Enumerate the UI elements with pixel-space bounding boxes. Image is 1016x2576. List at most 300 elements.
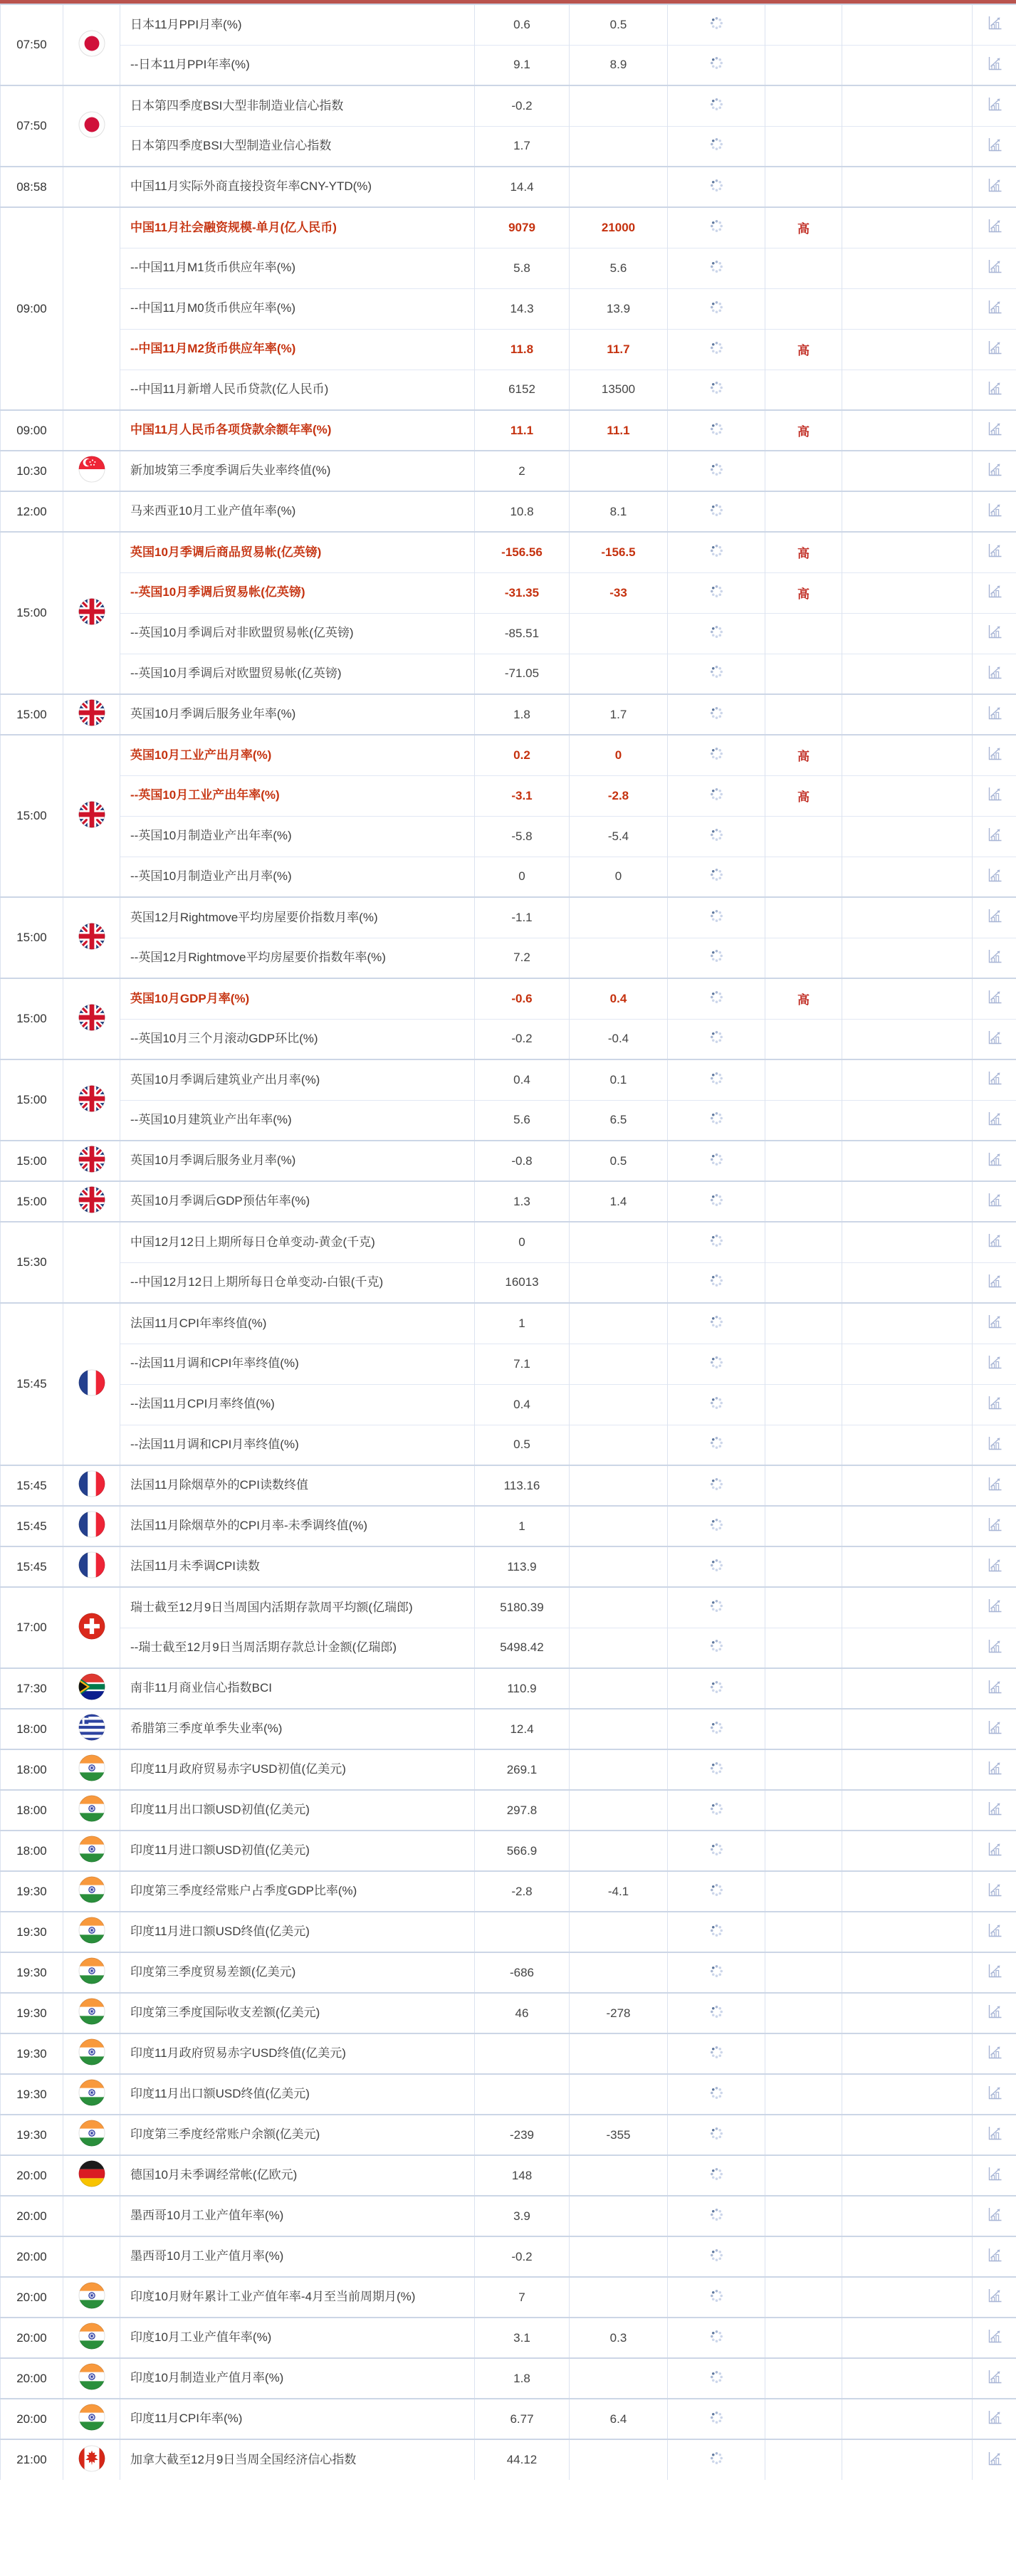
time-cell: 15:45 — [1, 1465, 63, 1506]
event-row — [1, 2277, 1016, 2318]
event-name: --英国10月制造业产出年率(%) — [120, 816, 475, 857]
importance-badge — [765, 1993, 842, 2033]
chart-icon[interactable] — [986, 1841, 1003, 1858]
refresh-cell — [668, 897, 765, 938]
revised-cell — [842, 167, 973, 207]
importance-badge — [765, 1831, 842, 1871]
refresh-cell — [668, 1831, 765, 1871]
refresh-cell — [668, 1262, 765, 1303]
forecast-value: -156.5 — [570, 532, 668, 572]
revised-cell — [842, 2236, 973, 2277]
event-name: --英国12月Rightmove平均房屋要价指数年率(%) — [120, 938, 475, 978]
chart-icon[interactable] — [986, 2368, 1003, 2385]
forecast-value: -2.8 — [570, 775, 668, 816]
revised-cell — [842, 1831, 973, 1871]
importance-badge — [765, 2236, 842, 2277]
actual-value: -0.2 — [475, 85, 570, 126]
forecast-value — [570, 167, 668, 207]
revised-cell — [842, 1546, 973, 1587]
chart-icon[interactable] — [986, 664, 1003, 681]
chart-icon[interactable] — [986, 542, 1003, 559]
chart-icon[interactable] — [986, 1069, 1003, 1087]
event-name: 英国10月季调后商品贸易帐(亿英镑) — [120, 532, 475, 572]
chart-icon[interactable] — [986, 420, 1003, 437]
chart-cell — [973, 1141, 1016, 1181]
event-row — [1, 654, 1016, 694]
event-row — [1, 126, 1016, 167]
importance-badge — [765, 2277, 842, 2318]
forecast-value — [570, 2358, 668, 2399]
chart-icon[interactable] — [986, 826, 1003, 843]
actual-value: 46 — [475, 1993, 570, 2033]
refresh-cell — [668, 126, 765, 167]
time-cell: 10:30 — [1, 451, 63, 491]
importance-badge — [765, 2358, 842, 2399]
chart-icon[interactable] — [986, 1394, 1003, 1411]
event-name: 印度第三季度经常账户余额(亿美元) — [120, 2115, 475, 2155]
loading-spinner-icon — [709, 1396, 724, 1410]
revised-cell — [842, 2439, 973, 2480]
chart-icon[interactable] — [986, 1597, 1003, 1614]
loading-spinner-icon — [709, 1801, 724, 1816]
forecast-value: -0.4 — [570, 1019, 668, 1059]
importance-badge — [765, 1425, 842, 1465]
forecast-value — [570, 1709, 668, 1749]
refresh-cell — [668, 694, 765, 735]
chart-cell — [973, 1993, 1016, 2033]
chart-icon[interactable] — [986, 2287, 1003, 2304]
chart-icon[interactable] — [986, 1962, 1003, 1979]
chart-icon[interactable] — [986, 623, 1003, 640]
chart-icon[interactable] — [986, 1313, 1003, 1330]
chart-icon[interactable] — [986, 866, 1003, 884]
actual-value: 12.4 — [475, 1709, 570, 1749]
chart-icon[interactable] — [986, 2206, 1003, 2223]
forecast-value: 0.5 — [570, 4, 668, 45]
time-cell: 20:00 — [1, 2358, 63, 2399]
refresh-cell — [668, 816, 765, 857]
chart-icon[interactable] — [986, 177, 1003, 194]
chart-icon[interactable] — [986, 1354, 1003, 1371]
event-row — [1, 2318, 1016, 2358]
flag-cell — [63, 2236, 120, 2277]
chart-cell — [973, 897, 1016, 938]
chart-cell — [973, 248, 1016, 288]
revised-cell — [842, 1993, 973, 2033]
revised-cell — [842, 1790, 973, 1831]
forecast-value: 13500 — [570, 370, 668, 410]
event-row — [1, 1222, 1016, 1262]
chart-icon[interactable] — [986, 582, 1003, 600]
loading-spinner-icon — [709, 1517, 724, 1532]
event-row — [1, 816, 1016, 857]
in-flag-icon — [78, 1917, 105, 1944]
revised-cell — [842, 654, 973, 694]
time-cell: 18:00 — [1, 1790, 63, 1831]
revised-cell — [842, 1628, 973, 1668]
chart-icon[interactable] — [986, 217, 1003, 234]
time-cell: 19:30 — [1, 2033, 63, 2074]
chart-icon[interactable] — [986, 1922, 1003, 1939]
loading-spinner-icon — [709, 2167, 724, 2182]
chart-icon[interactable] — [986, 704, 1003, 721]
chart-icon[interactable] — [986, 1151, 1003, 1168]
flag-cell — [63, 1668, 120, 1709]
chart-icon[interactable] — [986, 1475, 1003, 1492]
event-row — [1, 2074, 1016, 2115]
event-name: 印度11月出口额USD终值(亿美元) — [120, 2074, 475, 2115]
forecast-value — [570, 1546, 668, 1587]
forecast-value: 0.4 — [570, 978, 668, 1019]
gb-flag-icon — [78, 1085, 105, 1112]
event-row — [1, 572, 1016, 613]
refresh-cell — [668, 1425, 765, 1465]
flag-cell — [63, 4, 120, 85]
event-row — [1, 1384, 1016, 1425]
importance-badge — [765, 1181, 842, 1222]
chart-cell — [973, 1546, 1016, 1587]
importance-badge — [765, 1059, 842, 1100]
event-name: 印度11月政府贸易赤字USD初值(亿美元) — [120, 1749, 475, 1790]
event-row — [1, 1993, 1016, 2033]
time-cell: 20:00 — [1, 2155, 63, 2196]
actual-value: 566.9 — [475, 1831, 570, 1871]
event-row — [1, 694, 1016, 735]
chart-cell — [973, 2439, 1016, 2480]
event-row — [1, 1871, 1016, 1912]
chart-icon[interactable] — [986, 1435, 1003, 1452]
actual-value: 1.7 — [475, 126, 570, 167]
forecast-value — [570, 2074, 668, 2115]
event-name: 中国11月实际外商直接投资年率CNY-YTD(%) — [120, 167, 475, 207]
importance-badge — [765, 1749, 842, 1790]
event-row — [1, 2439, 1016, 2480]
chart-cell — [973, 2074, 1016, 2115]
revised-cell — [842, 1262, 973, 1303]
revised-cell — [842, 2196, 973, 2236]
time-cell: 20:00 — [1, 2277, 63, 2318]
actual-value: 2 — [475, 451, 570, 491]
chart-cell — [973, 775, 1016, 816]
importance-badge — [765, 1587, 842, 1628]
event-row — [1, 1425, 1016, 1465]
event-name: 日本第四季度BSI大型制造业信心指数 — [120, 126, 475, 167]
loading-spinner-icon — [709, 137, 724, 152]
chart-icon[interactable] — [986, 2043, 1003, 2061]
importance-badge — [765, 897, 842, 938]
refresh-cell — [668, 857, 765, 897]
chart-cell — [973, 1384, 1016, 1425]
chart-icon[interactable] — [986, 95, 1003, 112]
refresh-cell — [668, 2399, 765, 2439]
event-name: 印度第三季度经常账户占季度GDP比率(%) — [120, 1871, 475, 1912]
importance-badge — [765, 1628, 842, 1668]
forecast-value: 0.3 — [570, 2318, 668, 2358]
event-name: --英国10月季调后对欧盟贸易帐(亿英镑) — [120, 654, 475, 694]
revised-cell — [842, 2115, 973, 2155]
chart-icon[interactable] — [986, 379, 1003, 397]
event-name: 法国11月除烟草外的CPI读数终值 — [120, 1465, 475, 1506]
time-cell: 09:00 — [1, 410, 63, 451]
event-name: 英国10月季调后服务业月率(%) — [120, 1141, 475, 1181]
loading-spinner-icon — [709, 422, 724, 436]
event-row — [1, 491, 1016, 532]
loading-spinner-icon — [709, 867, 724, 882]
flag-cell — [63, 1871, 120, 1912]
time-cell: 09:00 — [1, 207, 63, 410]
chart-icon[interactable] — [986, 1516, 1003, 1533]
time-cell: 07:50 — [1, 4, 63, 85]
chart-icon[interactable] — [986, 1191, 1003, 1208]
flag-cell — [63, 2399, 120, 2439]
forecast-value: 8.1 — [570, 491, 668, 532]
refresh-cell — [668, 248, 765, 288]
forecast-value: -33 — [570, 572, 668, 613]
chart-icon[interactable] — [986, 948, 1003, 965]
chart-icon[interactable] — [986, 2450, 1003, 2467]
event-row — [1, 410, 1016, 451]
importance-badge — [765, 857, 842, 897]
loading-spinner-icon — [709, 219, 724, 234]
gb-flag-icon — [78, 1146, 105, 1173]
chart-icon[interactable] — [986, 1638, 1003, 1655]
importance-badge — [765, 694, 842, 735]
flag-cell — [63, 1912, 120, 1952]
importance-badge — [765, 248, 842, 288]
event-name: --法国11月调和CPI年率终值(%) — [120, 1344, 475, 1384]
de-flag-icon — [78, 2160, 105, 2187]
event-name: --中国11月M1货币供应年率(%) — [120, 248, 475, 288]
event-row — [1, 248, 1016, 288]
revised-cell — [842, 1100, 973, 1141]
forecast-value: 6.4 — [570, 2399, 668, 2439]
chart-icon[interactable] — [986, 785, 1003, 802]
event-row — [1, 1628, 1016, 1668]
event-name: 马来西亚10月工业产值年率(%) — [120, 491, 475, 532]
chart-icon[interactable] — [986, 14, 1003, 31]
economic-calendar-table — [0, 4, 1016, 2480]
chart-icon[interactable] — [986, 745, 1003, 762]
time-cell: 20:00 — [1, 2236, 63, 2277]
revised-cell — [842, 532, 973, 572]
chart-icon[interactable] — [986, 136, 1003, 153]
flag-cell — [63, 1993, 120, 2033]
event-row — [1, 2196, 1016, 2236]
chart-icon[interactable] — [986, 1272, 1003, 1289]
actual-value: -71.05 — [475, 654, 570, 694]
forecast-value: 21000 — [570, 207, 668, 248]
actual-value: 297.8 — [475, 1790, 570, 1831]
loading-spinner-icon — [709, 16, 724, 31]
chart-icon[interactable] — [986, 2409, 1003, 2426]
actual-value: 1 — [475, 1506, 570, 1546]
gb-flag-icon — [78, 1004, 105, 1031]
chart-icon[interactable] — [986, 2246, 1003, 2263]
forecast-value: 1.4 — [570, 1181, 668, 1222]
revised-cell — [842, 207, 973, 248]
chart-cell — [973, 126, 1016, 167]
chart-cell — [973, 1871, 1016, 1912]
chart-icon[interactable] — [986, 1800, 1003, 1817]
refresh-cell — [668, 1749, 765, 1790]
loading-spinner-icon — [709, 178, 724, 193]
importance-badge — [765, 816, 842, 857]
time-cell: 19:30 — [1, 1952, 63, 1993]
chart-cell — [973, 694, 1016, 735]
chart-icon[interactable] — [986, 1110, 1003, 1127]
chart-icon[interactable] — [986, 2003, 1003, 2020]
actual-value: 0.5 — [475, 1425, 570, 1465]
flag-cell — [63, 2358, 120, 2399]
revised-cell — [842, 1059, 973, 1100]
event-name: 新加坡第三季度季调后失业率终值(%) — [120, 451, 475, 491]
importance-badge — [765, 1344, 842, 1384]
actual-value: -239 — [475, 2115, 570, 2155]
event-row — [1, 207, 1016, 248]
revised-cell — [842, 1952, 973, 1993]
importance-badge: 高 — [765, 329, 842, 370]
actual-value: -156.56 — [475, 532, 570, 572]
chart-icon[interactable] — [986, 988, 1003, 1005]
actual-value: 7 — [475, 2277, 570, 2318]
chart-cell — [973, 532, 1016, 572]
revised-cell — [842, 897, 973, 938]
revised-cell — [842, 410, 973, 451]
chart-cell — [973, 938, 1016, 978]
chart-icon[interactable] — [986, 1759, 1003, 1776]
chart-icon[interactable] — [986, 1678, 1003, 1695]
actual-value: -85.51 — [475, 613, 570, 654]
event-name: --中国12月12日上期所每日仓单变动-白银(千克) — [120, 1262, 475, 1303]
refresh-cell — [668, 410, 765, 451]
flag-cell — [63, 1546, 120, 1587]
chart-cell — [973, 1425, 1016, 1465]
revised-cell — [842, 938, 973, 978]
chart-icon[interactable] — [986, 501, 1003, 518]
event-name: 英国10月季调后服务业年率(%) — [120, 694, 475, 735]
chart-icon[interactable] — [986, 1556, 1003, 1574]
refresh-cell — [668, 2358, 765, 2399]
actual-value: 0 — [475, 1222, 570, 1262]
in-flag-icon — [78, 1795, 105, 1822]
loading-spinner-icon — [709, 97, 724, 112]
actual-value: 14.4 — [475, 167, 570, 207]
flag-cell — [63, 694, 120, 735]
chart-icon[interactable] — [986, 55, 1003, 72]
loading-spinner-icon — [709, 1842, 724, 1857]
chart-icon[interactable] — [986, 1881, 1003, 1898]
forecast-value: -4.1 — [570, 1871, 668, 1912]
actual-value: -0.8 — [475, 1141, 570, 1181]
loading-spinner-icon — [709, 2288, 724, 2303]
actual-value: 7.1 — [475, 1344, 570, 1384]
event-name: 印度11月政府贸易赤字USD终值(亿美元) — [120, 2033, 475, 2074]
importance-badge — [765, 613, 842, 654]
in-flag-icon — [78, 1876, 105, 1903]
loading-spinner-icon — [709, 1477, 724, 1492]
event-row — [1, 329, 1016, 370]
revised-cell — [842, 1465, 973, 1506]
chart-icon[interactable] — [986, 1029, 1003, 1046]
event-name: 印度11月进口额USD终值(亿美元) — [120, 1912, 475, 1952]
event-name: 印度11月出口额USD初值(亿美元) — [120, 1790, 475, 1831]
event-row — [1, 1344, 1016, 1384]
time-cell: 18:00 — [1, 1709, 63, 1749]
chart-icon[interactable] — [986, 2165, 1003, 2182]
importance-badge — [765, 370, 842, 410]
loading-spinner-icon — [709, 1314, 724, 1329]
actual-value: -1.1 — [475, 897, 570, 938]
event-name: 印度10月财年累计工业产值年率-4月至当前周期月(%) — [120, 2277, 475, 2318]
time-cell: 15:00 — [1, 532, 63, 694]
importance-badge — [765, 1100, 842, 1141]
event-row — [1, 1790, 1016, 1831]
sg-flag-icon — [78, 456, 105, 483]
chart-icon[interactable] — [986, 339, 1003, 356]
loading-spinner-icon — [709, 664, 724, 679]
importance-badge — [765, 1141, 842, 1181]
event-name: --法国11月调和CPI月率终值(%) — [120, 1425, 475, 1465]
actual-value: 10.8 — [475, 491, 570, 532]
forecast-value — [570, 2236, 668, 2277]
revised-cell — [842, 572, 973, 613]
chart-icon[interactable] — [986, 2084, 1003, 2101]
chart-icon[interactable] — [986, 258, 1003, 275]
chart-icon[interactable] — [986, 907, 1003, 924]
chart-icon[interactable] — [986, 461, 1003, 478]
gb-flag-icon — [78, 699, 105, 726]
chart-icon[interactable] — [986, 298, 1003, 315]
in-flag-icon — [78, 2404, 105, 2431]
gb-flag-icon — [78, 923, 105, 950]
forecast-value: -278 — [570, 1993, 668, 2033]
flag-cell — [63, 2074, 120, 2115]
event-row — [1, 2236, 1016, 2277]
revised-cell — [842, 288, 973, 329]
event-name: 法国11月CPI年率终值(%) — [120, 1303, 475, 1344]
refresh-cell — [668, 735, 765, 775]
chart-icon[interactable] — [986, 2328, 1003, 2345]
time-cell: 19:30 — [1, 2074, 63, 2115]
importance-badge — [765, 1222, 842, 1262]
event-name: 瑞士截至12月9日当周国内活期存款周平均额(亿瑞郎) — [120, 1587, 475, 1628]
forecast-value — [570, 938, 668, 978]
chart-cell — [973, 2277, 1016, 2318]
chart-icon[interactable] — [986, 1232, 1003, 1249]
time-cell: 15:45 — [1, 1506, 63, 1546]
actual-value: 0.4 — [475, 1384, 570, 1425]
revised-cell — [842, 4, 973, 45]
chart-icon[interactable] — [986, 2125, 1003, 2142]
actual-value: 0.4 — [475, 1059, 570, 1100]
loading-spinner-icon — [709, 2329, 724, 2344]
event-row — [1, 288, 1016, 329]
importance-badge — [765, 451, 842, 491]
refresh-cell — [668, 1141, 765, 1181]
time-cell: 07:50 — [1, 85, 63, 167]
refresh-cell — [668, 1506, 765, 1546]
chart-cell — [973, 2399, 1016, 2439]
importance-badge — [765, 654, 842, 694]
actual-value: 14.3 — [475, 288, 570, 329]
importance-badge — [765, 938, 842, 978]
flag-cell — [63, 897, 120, 978]
actual-value: 9.1 — [475, 45, 570, 85]
importance-badge — [765, 2196, 842, 2236]
chart-icon[interactable] — [986, 1719, 1003, 1736]
flag-cell — [63, 451, 120, 491]
flag-cell — [63, 1506, 120, 1546]
